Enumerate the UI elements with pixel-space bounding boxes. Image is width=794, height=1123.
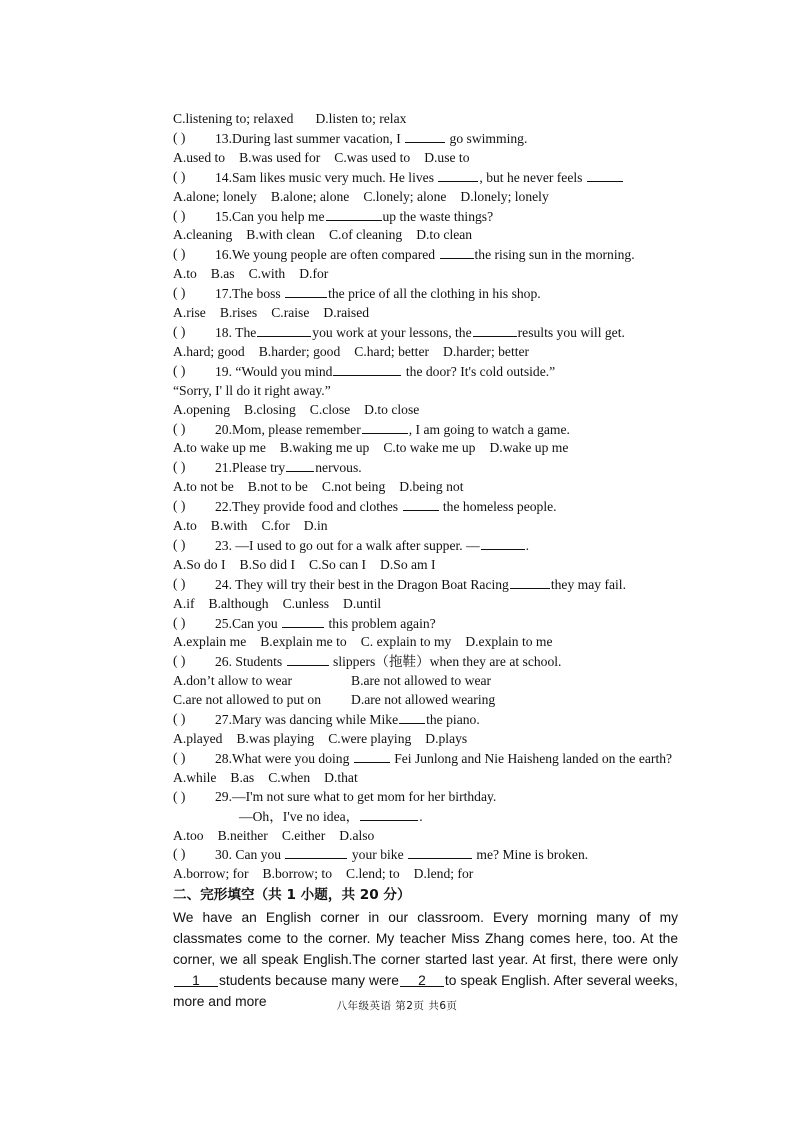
option[interactable]: B.was used for [239,149,321,165]
response-part: . [419,808,423,824]
question-text-part: the piano. [426,712,480,728]
options-row [173,865,678,884]
answer-paren[interactable]: ( ) [173,246,186,262]
question-text-part: , I am going to watch a game. [408,421,570,437]
answer-blank[interactable] [333,362,401,376]
passage-text: to speak English. After several weeks, more and more [173,973,678,1010]
question-text-part: Mom, please remember [232,421,361,437]
answer-paren[interactable]: ( ) [173,653,186,669]
option: C.listening to; relaxed [173,111,294,126]
option[interactable]: C.close [309,401,351,417]
question-text-part: Sam likes music very much. He lives [232,169,438,185]
question-text-part: the rising sun in the morning. [474,247,635,263]
question-text-part: Students [235,654,286,670]
option[interactable]: A.to wake up me [173,440,266,456]
option[interactable]: D.plays [425,731,468,746]
question-number: 25. [215,615,232,631]
answer-paren[interactable]: ( ) [173,614,186,630]
question-22 [173,497,678,517]
option[interactable]: A.to [173,518,197,534]
question-text-part: nervous. [315,460,362,476]
answer-paren[interactable]: ( ) [173,323,186,339]
option[interactable]: D.lonely; lonely [460,188,549,204]
question-18 [173,323,678,343]
option[interactable]: C.unless [282,595,330,611]
option[interactable]: D.So am I [380,556,436,572]
option[interactable]: C.hard; better [354,343,430,359]
question-number: 16. [215,247,232,263]
option[interactable]: C.for [261,518,290,534]
option[interactable]: D.to clean [416,227,473,243]
option[interactable]: D.also [339,827,375,843]
option[interactable]: A.don’t allow to wear [173,673,293,689]
question-text [215,284,541,304]
options-row [173,691,678,710]
question-text [215,788,496,807]
question-text [215,420,570,440]
question-30 [173,845,678,865]
option[interactable]: B.as [210,266,235,282]
question-number: 28. [215,750,232,766]
answer-blank[interactable] [360,807,418,821]
option[interactable]: C.either [281,827,326,843]
option[interactable]: A.opening [173,401,231,417]
question-text-part: They provide food and clothes [232,499,402,515]
question-number: 24. [215,576,236,592]
question-number: 20. [215,421,232,437]
question-text [215,458,362,478]
passage-text: We have an English corner in our classroom. Every morning many of my classmates come to the corner. My teacher Miss Zhang comes here, too. At the corner, we all speak English.The corner started last year. At first, there were only [173,910,678,968]
options-row [173,265,678,284]
question-text-part: —I'm not sure what to get mom for her birthday. [232,788,497,804]
question-number: 30. [215,847,236,863]
option[interactable]: B.as [230,769,255,785]
answer-paren[interactable]: ( ) [173,536,186,552]
question-26 [173,652,678,672]
option[interactable]: B.borrow; to [262,866,332,882]
question-14 [173,168,678,188]
question-text-part: go swimming. [446,130,528,146]
question-number: 19. [215,363,236,379]
option[interactable]: D.are not allowed wearing [351,692,496,708]
option[interactable]: A.to not be [173,479,234,495]
option[interactable]: D.being not [399,479,464,495]
question-number: 21. [215,460,232,476]
question-text-part: The [235,324,257,340]
answer-blank[interactable] [257,323,311,337]
option[interactable]: C.are not allowed to put on [173,692,321,708]
question-text [215,168,624,188]
answer-paren[interactable]: ( ) [173,459,186,475]
question-text-part: your bike [348,847,408,863]
cloze-passage [173,907,678,1012]
options-row [173,633,678,652]
option[interactable]: C.were playing [328,731,412,746]
answer-blank[interactable] [282,614,324,628]
option[interactable]: A.So do I [173,556,226,572]
question-text-part: the price of all the clothing in his shop. [328,286,541,302]
option[interactable]: B.was playing [236,731,315,746]
question-text-part: Please try [232,460,286,476]
option[interactable]: B.explain me to [260,634,347,650]
answer-paren[interactable]: ( ) [173,749,186,765]
option[interactable]: B.not to be [247,479,308,495]
option: D.listen to; relax [315,111,407,126]
question-text [215,245,635,265]
option[interactable]: A.explain me [173,634,247,650]
question-number: 18. [215,324,236,340]
option[interactable]: C.lonely; alone [363,188,447,204]
answer-blank[interactable] [405,129,445,143]
option[interactable]: C.raise [271,305,310,321]
question-19 [173,362,678,382]
question-text-part: During last summer vacation, I [232,130,405,146]
page-footer: 八年级英语 第2页 共6页 [336,1000,458,1012]
answer-blank[interactable] [481,536,525,550]
option[interactable]: D.wake up me [489,440,569,456]
question-number: 15. [215,208,232,224]
option[interactable]: A.played [173,731,223,746]
option[interactable]: C.So can I [309,556,367,572]
option[interactable]: C.of cleaning [328,227,403,243]
answer-paren[interactable]: ( ) [173,575,186,591]
option[interactable]: B.closing [244,401,296,417]
question-text [215,845,588,865]
options-row [173,769,678,788]
passage-text: students because many were [219,973,399,989]
question-text-part: What were you doing [232,750,353,766]
question-28 [173,749,678,769]
answer-blank[interactable] [440,245,474,259]
options-row [173,672,678,691]
question-text-part: . [525,537,530,553]
question-number: 17. [215,286,232,302]
dialogue-response [173,807,678,827]
options-row [173,517,678,536]
question-text [215,710,480,730]
option[interactable]: C.not being [321,479,386,495]
options-row [173,730,678,749]
option[interactable]: B.are not allowed to wear [351,673,492,689]
question-text-part: The boss [232,286,285,302]
options-row [173,188,678,207]
options-row [173,439,678,458]
question-17 [173,284,678,304]
option[interactable]: D.that [324,769,358,785]
question-text-part: Can you help me [232,208,325,224]
question-text-part: Fei Junlong and Nie Haisheng landed on the earth? [390,750,673,766]
question-text-part: you work at your lessons, the [312,324,472,340]
option[interactable]: D.explain to me [465,634,553,650]
question-24 [173,575,678,595]
answer-blank[interactable] [362,420,408,434]
options-row [173,304,678,323]
lead-options [173,110,678,129]
question-text-part: “Would you mind [235,363,333,379]
options-row [173,149,678,168]
answer-blank[interactable] [287,652,329,666]
answer-blank[interactable] [354,749,390,763]
option[interactable]: D.harder; better [443,343,530,359]
question-13 [173,129,678,149]
question-21 [173,458,678,478]
question-text [215,749,672,769]
option[interactable]: D.use to [424,149,470,165]
question-text-part: They will try their best in the Dragon Boat Racing [235,576,509,592]
question-list [173,110,678,1012]
answer-paren[interactable]: ( ) [173,207,186,223]
option[interactable]: C.was used to [334,149,411,165]
option[interactable]: C.to wake me up [383,440,476,456]
option[interactable]: A.hard; good [173,343,245,359]
question-text-part: me? Mine is broken. [473,847,589,863]
options-row [173,226,678,245]
question-text [215,129,527,149]
question-text [215,536,529,556]
question-number: 22. [215,499,232,515]
section-title: 二、完形填空（共 1 小题，共 20 分） [173,887,411,904]
question-text-part: —I used to go out for a walk after supper. — [235,537,480,553]
answer-blank[interactable] [285,284,327,298]
option[interactable]: B.with [210,518,248,534]
question-text-part: results you will get. [517,324,625,340]
answer-paren[interactable]: ( ) [173,711,186,727]
question-text-part: , but he never feels [479,169,586,185]
question-number: 14. [215,169,232,185]
dialogue-response: “Sorry, I' ll do it right away.” [173,382,331,398]
option[interactable]: C.lend; to [346,866,400,882]
question-text-part: We young people are often compared [232,247,439,263]
question-text-part: the homeless people. [439,499,557,515]
question-text [215,207,493,227]
option[interactable]: B.So did I [239,556,296,572]
answer-blank[interactable] [473,323,517,337]
question-text [215,614,436,634]
options-row [173,478,678,497]
question-27 [173,710,678,730]
option[interactable]: A.too [173,827,204,843]
answer-blank[interactable] [408,845,472,859]
option[interactable]: D.until [343,595,382,611]
answer-blank[interactable] [403,497,439,511]
question-text [215,362,555,382]
option[interactable]: D.lend; for [413,866,474,882]
option[interactable]: C.when [268,769,311,785]
option[interactable]: B.waking me up [279,440,370,456]
question-number: 27. [215,712,232,728]
question-text-part: this problem again? [325,615,436,631]
option[interactable]: B.with clean [246,227,315,243]
question-16 [173,245,678,265]
question-number: 26. [215,654,236,670]
question-text-part: the door? It's cold outside.” [402,363,556,379]
question-15 [173,207,678,227]
option[interactable]: D.raised [323,305,370,321]
option[interactable]: D.for [299,266,329,282]
question-text [215,323,625,343]
answer-paren[interactable]: ( ) [173,846,186,862]
question-text-part: Mary was dancing while Mike [232,712,399,728]
question-text [215,575,626,595]
question-text-part: slippers（拖鞋）when they are at school. [329,654,562,670]
option[interactable]: C. explain to my [360,634,452,650]
option[interactable]: A.if [173,595,195,611]
options-row [173,595,678,614]
answer-paren[interactable]: ( ) [173,168,186,184]
option[interactable]: A.used to [173,149,226,165]
answer-blank[interactable] [587,168,623,182]
option[interactable]: D.to close [364,401,420,417]
answer-paren[interactable]: ( ) [173,788,186,804]
options-row [173,827,678,846]
question-number: 13. [215,130,232,146]
option[interactable]: B.harder; good [258,343,341,359]
question-20 [173,420,678,440]
question-number: 29. [215,788,232,804]
option[interactable]: B.alone; alone [270,188,350,204]
question-number: 23. [215,537,236,553]
option[interactable]: B.neither [217,827,268,843]
question-text-part: Can you [232,615,282,631]
answer-paren[interactable]: ( ) [173,362,186,378]
option[interactable]: A.cleaning [173,227,233,243]
option[interactable]: C.with [248,266,286,282]
answer-blank[interactable] [438,168,478,182]
question-25 [173,614,678,634]
answer-paren[interactable]: ( ) [173,420,186,436]
question-29 [173,788,678,807]
option[interactable]: A.to [173,266,197,282]
answer-blank[interactable] [326,207,382,221]
options-row [173,401,678,420]
option[interactable]: D.in [303,518,328,534]
question-text-part: they may fail. [550,576,626,592]
options-row [173,343,678,362]
options-row [173,556,678,575]
option[interactable]: A.borrow; for [173,866,249,882]
answer-blank[interactable] [510,575,550,589]
question-text [215,652,561,672]
response-part: —Oh，I've no idea， [239,808,360,824]
question-text-part: up the waste things? [382,208,494,224]
option[interactable]: B.rises [219,305,258,321]
question-text-part: Can you [235,847,285,863]
cloze-blank[interactable]: 1 [174,970,218,987]
option[interactable]: B.although [208,595,269,611]
option[interactable]: A.rise [173,305,206,321]
answer-paren[interactable]: ( ) [173,129,186,145]
answer-paren[interactable]: ( ) [173,285,186,301]
question-text [215,497,557,517]
cloze-blank[interactable]: 2 [400,970,444,987]
answer-blank[interactable] [286,458,314,472]
answer-paren[interactable]: ( ) [173,498,186,514]
answer-blank[interactable] [399,710,425,724]
question-23 [173,536,678,556]
option[interactable]: A.alone; lonely [173,188,257,204]
option[interactable]: A.while [173,769,217,785]
answer-blank[interactable] [285,845,347,859]
